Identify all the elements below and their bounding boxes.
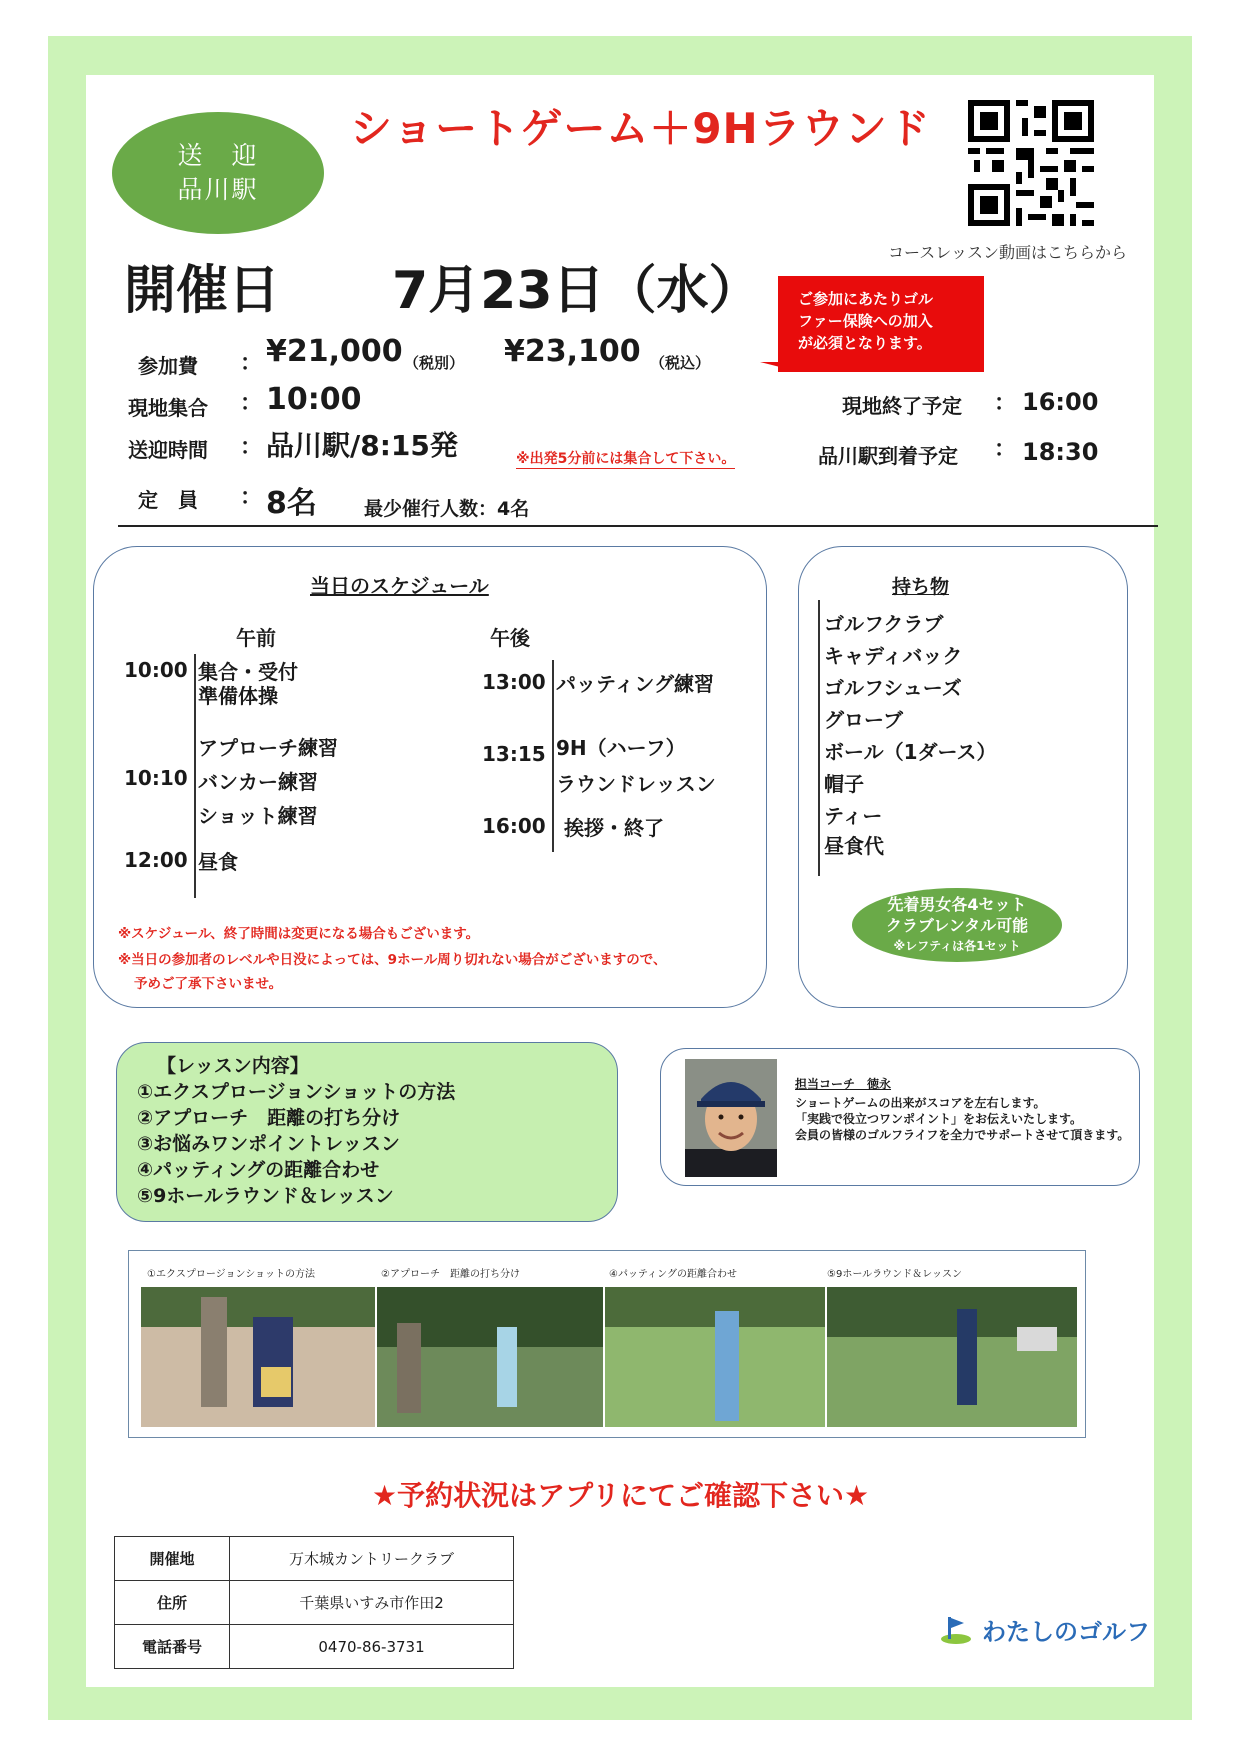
schedule-note: 予めご了承下さいませ。: [134, 976, 283, 992]
schedule-item: 昼食: [198, 850, 238, 874]
schedule-note: ※スケジュール、終了時間は変更になる場合もございます。: [118, 926, 480, 942]
belongings-item: 昼食代: [824, 834, 884, 858]
pm-timeline: [552, 660, 554, 852]
notice-line: ファー保険への加入: [798, 312, 933, 330]
coach-name: 担当コーチ 徳永: [795, 1077, 892, 1091]
photo-caption: ⑤9ホールラウンド＆レッスン: [827, 1269, 963, 1280]
colon: ：: [994, 437, 1017, 462]
schedule-title: 当日のスケジュール: [310, 574, 489, 598]
table-row: [115, 1537, 514, 1581]
insurance-notice: [778, 276, 984, 372]
rental-lefty-note: ※レフティは各1セット: [893, 938, 1021, 953]
table-key: 住所: [115, 1581, 230, 1625]
qr-code[interactable]: [968, 100, 1094, 226]
lesson-item: ②アプローチ 距離の打ち分け: [137, 1107, 401, 1129]
coach-message: 「実践で役立つワンポイント」をお伝えいたします。: [795, 1112, 1083, 1126]
notice-line: が必須となります。: [798, 334, 932, 352]
schedule-item: 集合・受付: [198, 660, 298, 684]
table-value: 万木城カントリークラブ: [230, 1537, 514, 1581]
notice-pointer: [760, 362, 800, 372]
lesson-item: ③お悩みワンポイントレッスン: [137, 1133, 400, 1155]
capacity-label: 定 員: [138, 488, 198, 512]
reservation-notice: ★予約状況はアプリにてご確認下さい★: [372, 1479, 870, 1512]
arrive-time: 18:30: [1022, 438, 1099, 466]
divider: [118, 525, 1158, 527]
end-time: 16:00: [1022, 388, 1099, 416]
rental-badge: [852, 888, 1062, 962]
fee-incl-note: （税込）: [650, 354, 711, 372]
schedule-item: ラウンドレッスン: [556, 772, 716, 796]
schedule-time: 12:00: [124, 848, 188, 872]
schedule-time: 10:00: [124, 658, 188, 682]
photo-round: [827, 1287, 1077, 1427]
photo-approach: [377, 1287, 603, 1427]
schedule-item: 準備体操: [198, 684, 278, 708]
table-value[interactable]: 0470-86-3731: [230, 1625, 514, 1669]
colon: ：: [240, 485, 263, 510]
rental-line: クラブレンタル可能: [885, 915, 1029, 935]
belongings-item: ボール（1ダース）: [824, 740, 997, 764]
event-date: 7月23日（水）: [392, 261, 761, 321]
colon: ：: [240, 351, 263, 376]
am-timeline: [194, 654, 196, 898]
schedule-time: 16:00: [482, 814, 546, 838]
schedule-time: 10:10: [124, 766, 188, 790]
schedule-time: 13:00: [482, 670, 546, 694]
venue-table: [114, 1536, 514, 1669]
belongings-item: ゴルフシューズ: [824, 676, 962, 700]
fee-excl-note: （税別）: [404, 354, 465, 372]
colon: ：: [240, 435, 263, 460]
colon: ：: [240, 391, 263, 416]
belongings-item: ゴルフクラブ: [824, 612, 944, 636]
coach-message: 会員の皆様のゴルフライフを全力でサポートさせて頂きます。: [795, 1128, 1130, 1142]
qr-caption: コースレッスン動画はこちらから: [888, 243, 1128, 262]
pickup-badge: [112, 112, 324, 234]
coach-message: ショートゲームの出来がスコアを左右します。: [795, 1096, 1046, 1110]
table-value: 千葉県いすみ市作田2: [230, 1581, 514, 1625]
photo-bunker-shot: [141, 1287, 375, 1427]
schedule-item: パッティング練習: [556, 672, 714, 696]
schedule-item: 挨拶・終了: [564, 816, 664, 840]
flag-icon: [940, 1615, 974, 1645]
table-row: [115, 1625, 514, 1669]
table-key: 電話番号: [115, 1625, 230, 1669]
belongings-rule: [818, 600, 820, 876]
lesson-panel: [116, 1042, 618, 1222]
pickup-station: 品川駅: [177, 175, 259, 204]
coach-panel: [660, 1048, 1140, 1186]
fee-label: 参加費: [138, 354, 198, 378]
photo-caption: ②アプローチ 距離の打ち分け: [381, 1269, 520, 1280]
rental-line: 先着男女各4セット: [887, 894, 1027, 914]
schedule-note: ※当日の参加者のレベルや日没によっては、9ホール周り切れない場合がございますので、: [118, 952, 667, 968]
schedule-item: ショット練習: [198, 804, 318, 828]
lesson-title: 【レッスン内容】: [157, 1055, 309, 1077]
belongings-item: ティー: [824, 804, 883, 828]
schedule-time: 13:15: [482, 742, 546, 766]
belongings-title: 持ち物: [892, 576, 950, 598]
transfer-note: ※出発5分前には集合して下さい。: [516, 448, 735, 469]
belongings-item: 帽子: [824, 772, 864, 796]
schedule-item: アプローチ練習: [198, 736, 338, 760]
fee-excl-tax: ¥21,000: [266, 334, 403, 369]
fee-incl-tax: ¥23,100: [504, 334, 641, 369]
photo-putting: [605, 1287, 825, 1427]
pm-label: 午後: [490, 626, 530, 650]
notice-line: ご参加にあたりゴル: [798, 290, 934, 308]
page-title: ショートゲーム＋9Hラウンド: [350, 104, 931, 153]
transfer-time: 品川駅/8:15発: [266, 429, 458, 462]
photo-caption: ①エクスプロージョンショットの方法: [147, 1269, 316, 1280]
schedule-item: バンカー練習: [198, 770, 318, 794]
meet-time: 10:00: [266, 382, 362, 417]
capacity-value: 8名: [266, 486, 317, 521]
lesson-item: ⑤9ホールラウンド＆レッスン: [137, 1185, 394, 1207]
lesson-item: ①エクスプロージョンショットの方法: [137, 1081, 456, 1103]
pickup-label: 送 迎: [177, 141, 259, 170]
arrive-label: 品川駅到着予定: [818, 444, 958, 468]
lesson-item: ④パッティングの距離合わせ: [137, 1159, 380, 1181]
logo-text: わたしのゴルフ: [982, 1618, 1150, 1646]
date-label: 開催日: [124, 261, 281, 321]
table-key: 開催地: [115, 1537, 230, 1581]
table-row: [115, 1581, 514, 1625]
meet-label: 現地集合: [128, 396, 208, 420]
brand-logo: [940, 1612, 1150, 1647]
end-label: 現地終了予定: [842, 394, 962, 418]
minimum-participants: 最少催行人数：4名: [364, 498, 530, 520]
photo-caption: ④パッティングの距離合わせ: [609, 1269, 737, 1280]
am-label: 午前: [236, 626, 276, 650]
photo-strip: [128, 1250, 1086, 1438]
belongings-item: キャディバック: [824, 644, 963, 668]
schedule-item: 9H（ハーフ）: [556, 736, 686, 760]
belongings-item: グローブ: [824, 708, 903, 732]
colon: ：: [994, 391, 1017, 416]
coach-photo: [685, 1059, 777, 1177]
transfer-label: 送迎時間: [128, 438, 208, 462]
